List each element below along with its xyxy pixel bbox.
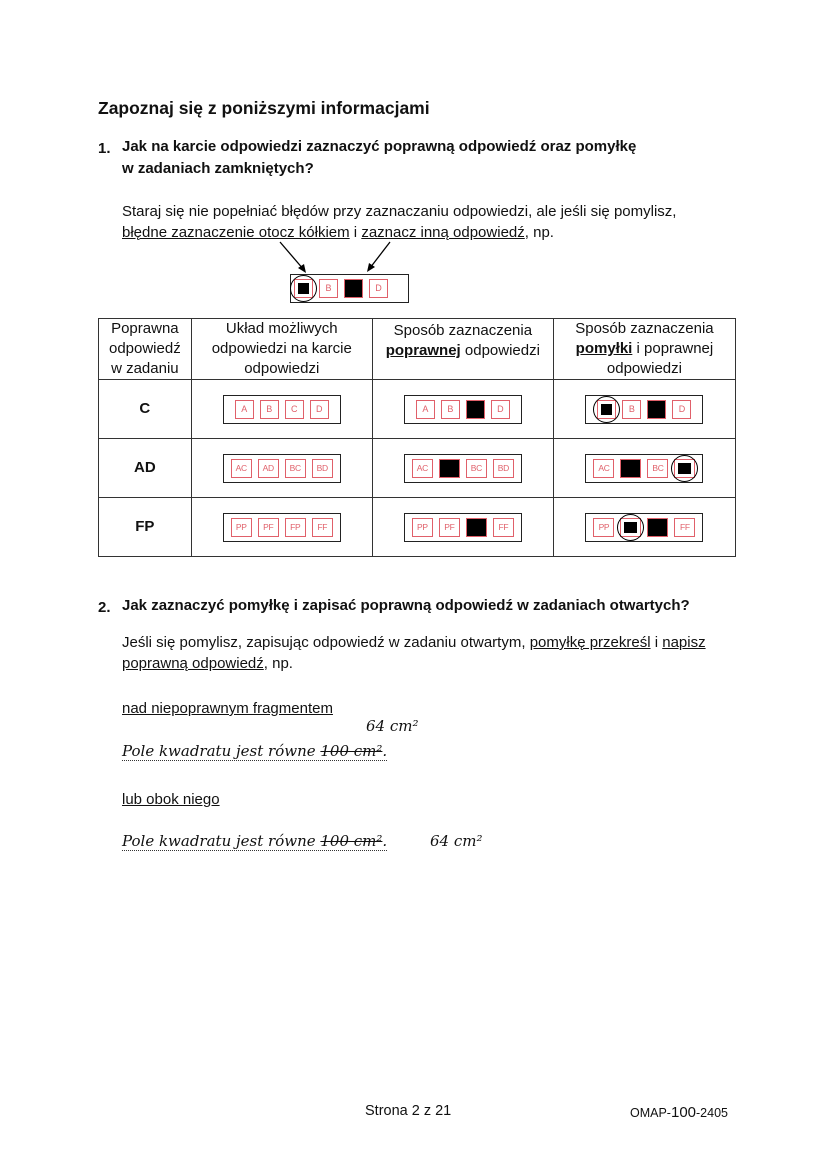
row-ad-layout-group bbox=[223, 454, 341, 483]
header-layout bbox=[191, 319, 372, 380]
row-c-correct-group bbox=[404, 395, 522, 424]
header-col2-l1: Układ możliwych bbox=[225, 320, 338, 337]
cell: PP bbox=[593, 518, 614, 537]
cell: PF bbox=[258, 518, 279, 537]
cell-marked: C bbox=[647, 400, 666, 419]
header-col3-rest: odpowiedzi bbox=[460, 342, 540, 359]
q2-para-line2 bbox=[122, 653, 732, 674]
row-ad-layout bbox=[191, 439, 372, 498]
label-beside: lub obok niego bbox=[122, 791, 220, 808]
handwritten-answer-1 bbox=[122, 742, 387, 761]
table-header-row bbox=[99, 319, 736, 380]
header-col1-l3: w zadaniu bbox=[111, 360, 179, 377]
header-col3-l1: Sposób zaznaczenia bbox=[393, 322, 533, 339]
q2-question: Jak zaznaczyć pomyłkę i zapisać poprawną odpowiedź w zadaniach otwartych? bbox=[122, 597, 690, 614]
code-c: -2405 bbox=[696, 1106, 728, 1120]
answer-marking-table bbox=[98, 318, 736, 557]
header-correct-marking bbox=[372, 319, 553, 380]
row-fp-layout-group bbox=[223, 513, 341, 542]
correction-beside: 64 cm² bbox=[430, 832, 483, 850]
row-c-mistake-group bbox=[585, 395, 703, 424]
q1-line1: Jak na karcie odpowiedzi zaznaczyć poprawną odpowiedź oraz pomyłkę bbox=[122, 138, 637, 155]
cell: D bbox=[491, 400, 510, 419]
example-answer-group bbox=[290, 274, 409, 303]
cell: A bbox=[235, 400, 254, 419]
header-col4-l3: odpowiedzi bbox=[606, 360, 682, 377]
header-col4-l1: Sposób zaznaczenia bbox=[575, 320, 714, 337]
cell: C bbox=[285, 400, 304, 419]
cell: B bbox=[622, 400, 641, 419]
header-col1-l1: Poprawna bbox=[111, 320, 179, 337]
exam-code bbox=[630, 1104, 728, 1121]
q1-underline-other: zaznacz inną odpowiedź bbox=[361, 224, 525, 241]
row-fp-correct bbox=[372, 498, 553, 557]
row-fp-mistake-group bbox=[585, 513, 703, 542]
row-label-c: C bbox=[99, 380, 192, 439]
hand-text-2: Pole kwadratu jest równe bbox=[122, 832, 321, 850]
code-a: OMAP- bbox=[630, 1106, 671, 1120]
q2-underline-write: napisz bbox=[662, 634, 706, 651]
example-cell-d: D bbox=[369, 279, 388, 298]
cell: PP bbox=[412, 518, 433, 537]
row-ad-mistake-group bbox=[585, 454, 703, 483]
crossed-value-1: 100 cm² bbox=[320, 742, 383, 760]
cell: FF bbox=[493, 518, 514, 537]
q1-question bbox=[122, 136, 636, 180]
header-col4-rest: i poprawnej bbox=[632, 340, 714, 357]
header-col2-l2: odpowiedzi na karcie bbox=[211, 340, 352, 357]
q2-pre: Jeśli się pomylisz, zapisując odpowiedź w zadaniu otwartym, bbox=[122, 634, 530, 651]
row-c-correct bbox=[372, 380, 553, 439]
row-c-mistake bbox=[553, 380, 735, 439]
cell: BC bbox=[466, 459, 487, 478]
q2-np: , np. bbox=[263, 655, 293, 672]
cell-marked: AD bbox=[620, 459, 641, 478]
cell-circled bbox=[620, 518, 641, 537]
page-heading: Zapoznaj się z poniższymi informacjami bbox=[98, 98, 430, 118]
q2-and: i bbox=[650, 634, 663, 651]
row-ad-mistake bbox=[553, 439, 735, 498]
cell: D bbox=[672, 400, 691, 419]
header-col2-l3: odpowiedzi bbox=[244, 360, 320, 377]
row-label-fp: FP bbox=[99, 498, 192, 557]
cell-circled bbox=[597, 400, 616, 419]
example-cell-b: B bbox=[319, 279, 338, 298]
page-number: Strona 2 z 21 bbox=[365, 1103, 452, 1119]
row-fp-layout bbox=[191, 498, 372, 557]
handwritten-answer-2 bbox=[122, 832, 387, 851]
cell-circled bbox=[674, 459, 695, 478]
q1-para-line1: Staraj się nie popełniać błędów przy zaznaczaniu odpowiedzi, ale jeśli się pomylisz, bbox=[122, 203, 677, 220]
label-above-fragment: nad niepoprawnym fragmentem bbox=[122, 700, 333, 717]
cell-marked: AD bbox=[439, 459, 460, 478]
cell-marked: FP bbox=[647, 518, 668, 537]
cell: AC bbox=[593, 459, 614, 478]
q1-underline-circle: błędne zaznaczenie otocz kółkiem bbox=[122, 224, 350, 241]
q2-underline-correct: poprawną odpowiedź bbox=[122, 655, 264, 672]
cell: A bbox=[416, 400, 435, 419]
q2-para-line1 bbox=[122, 632, 732, 653]
example-cell-c: C bbox=[344, 279, 363, 298]
cell: D bbox=[310, 400, 329, 419]
cell: AC bbox=[231, 459, 252, 478]
row-fp-mistake bbox=[553, 498, 735, 557]
cell: BC bbox=[285, 459, 306, 478]
cell: FF bbox=[312, 518, 333, 537]
cell: PP bbox=[231, 518, 252, 537]
row-c-layout-group bbox=[223, 395, 341, 424]
cell: AD bbox=[258, 459, 279, 478]
cell: BD bbox=[493, 459, 514, 478]
q1-np: , np. bbox=[524, 224, 554, 241]
cell-marked: C bbox=[466, 400, 485, 419]
hand-end-2: . bbox=[382, 832, 388, 850]
row-label-ad: AD bbox=[99, 439, 192, 498]
cell: AC bbox=[412, 459, 433, 478]
header-col3-bold: poprawnej bbox=[385, 342, 461, 359]
header-mistake-marking bbox=[553, 319, 735, 380]
cell: FF bbox=[674, 518, 695, 537]
cell: PF bbox=[439, 518, 460, 537]
hand-text-1: Pole kwadratu jest równe bbox=[122, 742, 321, 760]
row-c-layout bbox=[191, 380, 372, 439]
header-col4-bold: pomyłki bbox=[575, 340, 633, 357]
q2-number: 2. bbox=[98, 599, 111, 616]
table-row bbox=[99, 380, 736, 439]
row-ad-correct-group bbox=[404, 454, 522, 483]
cell: B bbox=[260, 400, 279, 419]
q1-line2: w zadaniach zamkniętych? bbox=[122, 160, 314, 177]
correction-above: 64 cm² bbox=[366, 717, 419, 735]
table-row bbox=[99, 439, 736, 498]
crossed-value-2: 100 cm² bbox=[320, 832, 383, 850]
cell: BC bbox=[647, 459, 668, 478]
hand-end-1: . bbox=[382, 742, 388, 760]
cell: FP bbox=[285, 518, 306, 537]
q1-number: 1. bbox=[98, 140, 111, 157]
q1-paragraph bbox=[122, 201, 676, 243]
code-b: 100 bbox=[670, 1104, 697, 1121]
example-cell-a bbox=[294, 279, 313, 298]
cell: B bbox=[441, 400, 460, 419]
row-ad-correct bbox=[372, 439, 553, 498]
row-fp-correct-group bbox=[404, 513, 522, 542]
table-row bbox=[99, 498, 736, 557]
cell-marked: FP bbox=[466, 518, 487, 537]
cell: BD bbox=[312, 459, 333, 478]
q1-and: i bbox=[349, 224, 362, 241]
header-col1-l2: odpowiedź bbox=[108, 340, 181, 357]
q2-paragraph bbox=[122, 632, 732, 674]
q2-underline-cross: pomyłkę przekreśl bbox=[529, 634, 651, 651]
header-correct-answer bbox=[99, 319, 192, 380]
